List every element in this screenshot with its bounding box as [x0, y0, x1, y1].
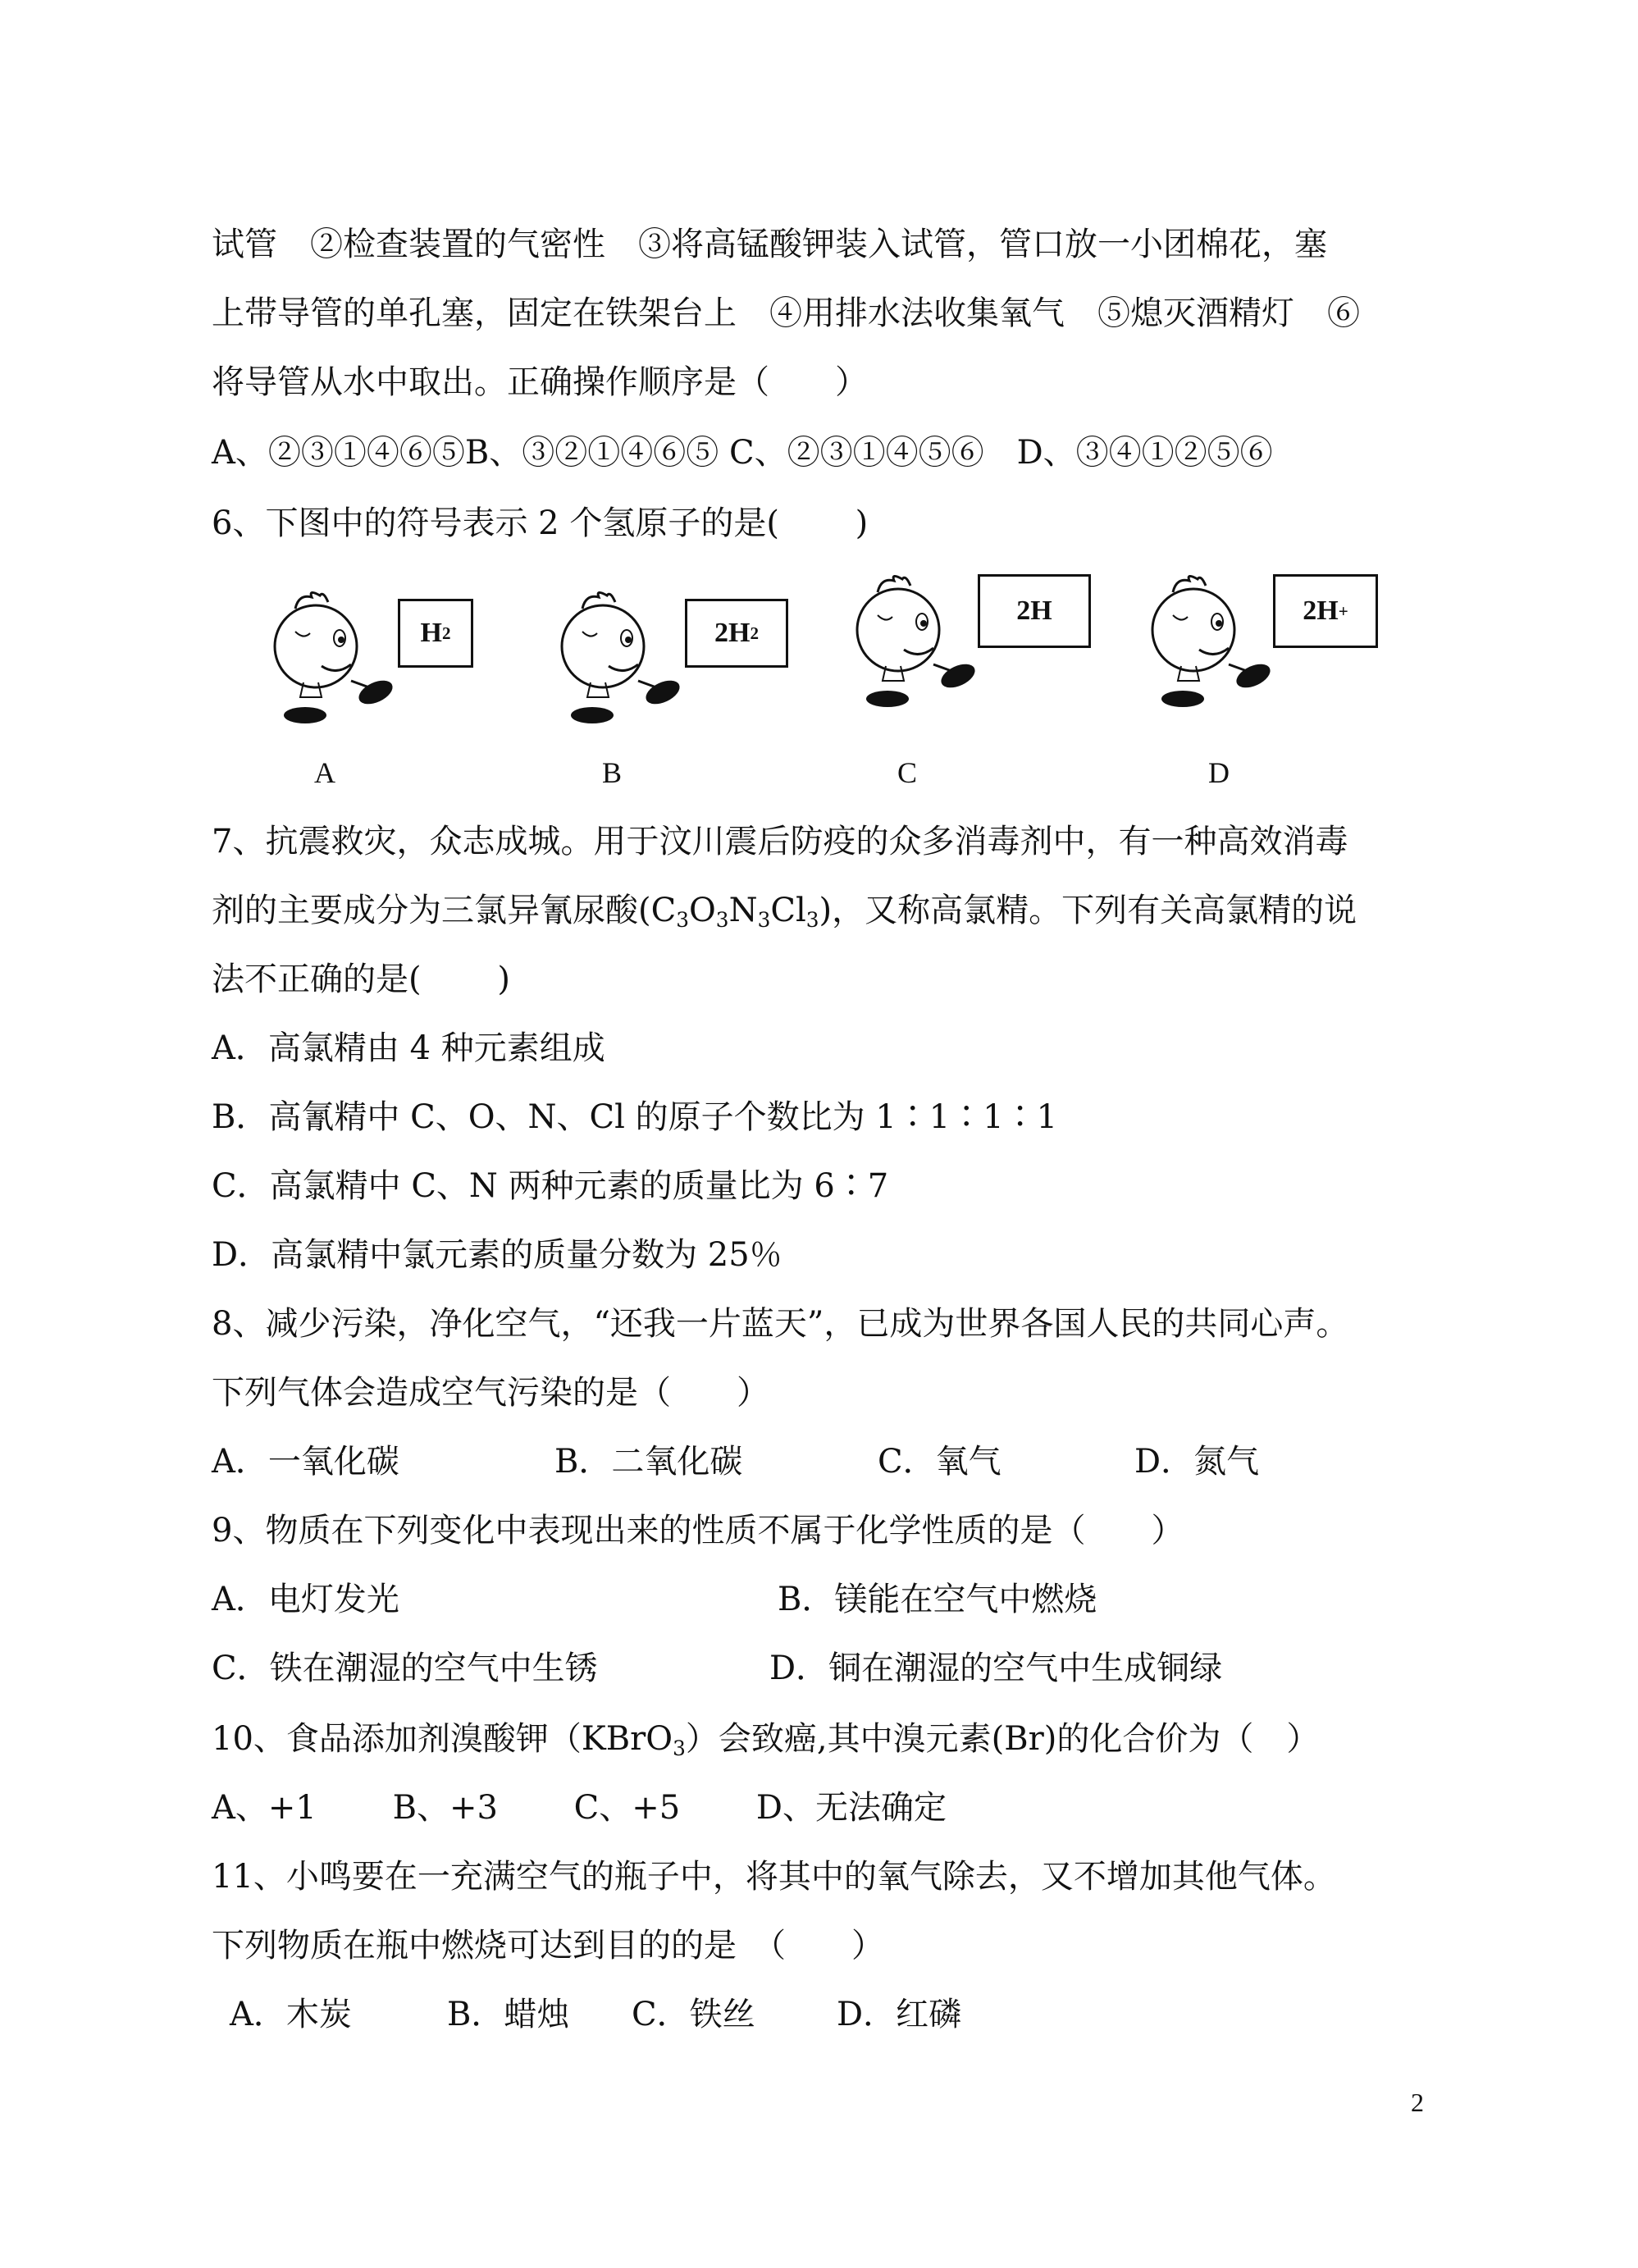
q7-line-2: 剂的主要成分为三氯异氰尿酸$(C_3O_3N_3Cl_3)$，又称高氯精。下列有关高氯精的说: [212, 892, 1357, 932]
sign-d: 2H +: [1273, 574, 1378, 648]
q11-option-c: C．铁丝: [632, 1996, 755, 2033]
q5-options: A、②③①④⑥⑤B、③②①④⑥⑤ C、②③①④⑤⑥ D、③④①②⑤⑥: [212, 434, 1273, 472]
q7-option-a: A．高氯精由 4 种元素组成: [212, 1029, 605, 1067]
q7-option-d: D．高氯精中氯元素的质量分数为 25％: [212, 1236, 782, 1274]
label-d: D: [1208, 756, 1230, 789]
q6-stem: 6、下图中的符号表示 2 个氢原子的是( ): [212, 504, 869, 542]
q7-line-1: 7、抗震救灾，众志成城。用于汶川震后防疫的众多消毒剂中，有一种高效消毒: [212, 823, 1348, 860]
q8-option-d: D．氮气: [1134, 1443, 1260, 1481]
q7-line-3: 法不正确的是( ): [212, 961, 510, 998]
q9-option-a: A．电灯发光: [212, 1581, 399, 1618]
q11-line-2: 下列物质在瓶中燃烧可达到目的的是 （ ）: [212, 1927, 884, 1965]
page-number: 2: [1411, 2088, 1424, 2117]
q9-option-b: B．镁能在空气中燃烧: [778, 1581, 1097, 1618]
q8-option-c: C．氧气: [878, 1443, 1002, 1481]
sign-c: 2H: [978, 574, 1091, 648]
q6-figure: [271, 574, 1419, 796]
label-b: B: [601, 756, 622, 789]
q7-option-c: C．高氯精中 C、N 两种元素的质量比为 6∶7: [212, 1167, 889, 1205]
label-c: C: [897, 756, 917, 789]
q10-stem: 10、食品添加剂溴酸钾（KBrO$_3$）会致癌,其中溴元素(Br)的化合价为（ ）: [212, 1720, 1320, 1760]
q11-option-a: A．木炭: [230, 1996, 352, 2033]
q5-line-1: 试管 ②检查装置的气密性 ③将高锰酸钾装入试管，管口放一小团棉花，塞: [212, 226, 1327, 263]
q11-option-d: D．红磷: [837, 1996, 962, 2033]
q7-option-b: B．高氰精中 C、O、N、Cl 的原子个数比为 1∶1∶1∶1: [212, 1098, 1058, 1136]
sign-a: H 2: [398, 599, 473, 668]
sign-b: 2H 2: [685, 599, 788, 668]
q9-option-d: D．铜在潮湿的空气中生成铜绿: [769, 1650, 1223, 1687]
q11-line-1: 11、小鸣要在一充满空气的瓶子中，将其中的氧气除去，又不增加其他气体。: [212, 1858, 1336, 1896]
q11-option-b: B．蜡烛: [447, 1996, 570, 2033]
q5-line-2: 上带导管的单孔塞，固定在铁架台上 ④用排水法收集氧气 ⑤熄灭酒精灯 ⑥: [212, 294, 1360, 332]
q9-option-c: C．铁在潮湿的空气中生锈: [212, 1650, 598, 1687]
q5-line-3: 将导管从水中取出。正确操作顺序是（ ）: [212, 363, 868, 401]
q8-option-b: B．二氧化碳: [554, 1443, 743, 1481]
q9-stem: 9、物质在下列变化中表现出来的性质不属于化学性质的是（ ）: [212, 1512, 1184, 1549]
q8-line-1: 8、减少污染，净化空气，“还我一片蓝天”，已成为世界各国人民的共同心声。: [212, 1305, 1349, 1343]
q8-line-2: 下列气体会造成空气污染的是（ ）: [212, 1374, 769, 1412]
label-a: A: [314, 756, 335, 789]
q8-option-a: A．一氧化碳: [212, 1443, 399, 1481]
q10-options: A、+1 B、+3 C、+5 D、无法确定: [212, 1789, 947, 1827]
